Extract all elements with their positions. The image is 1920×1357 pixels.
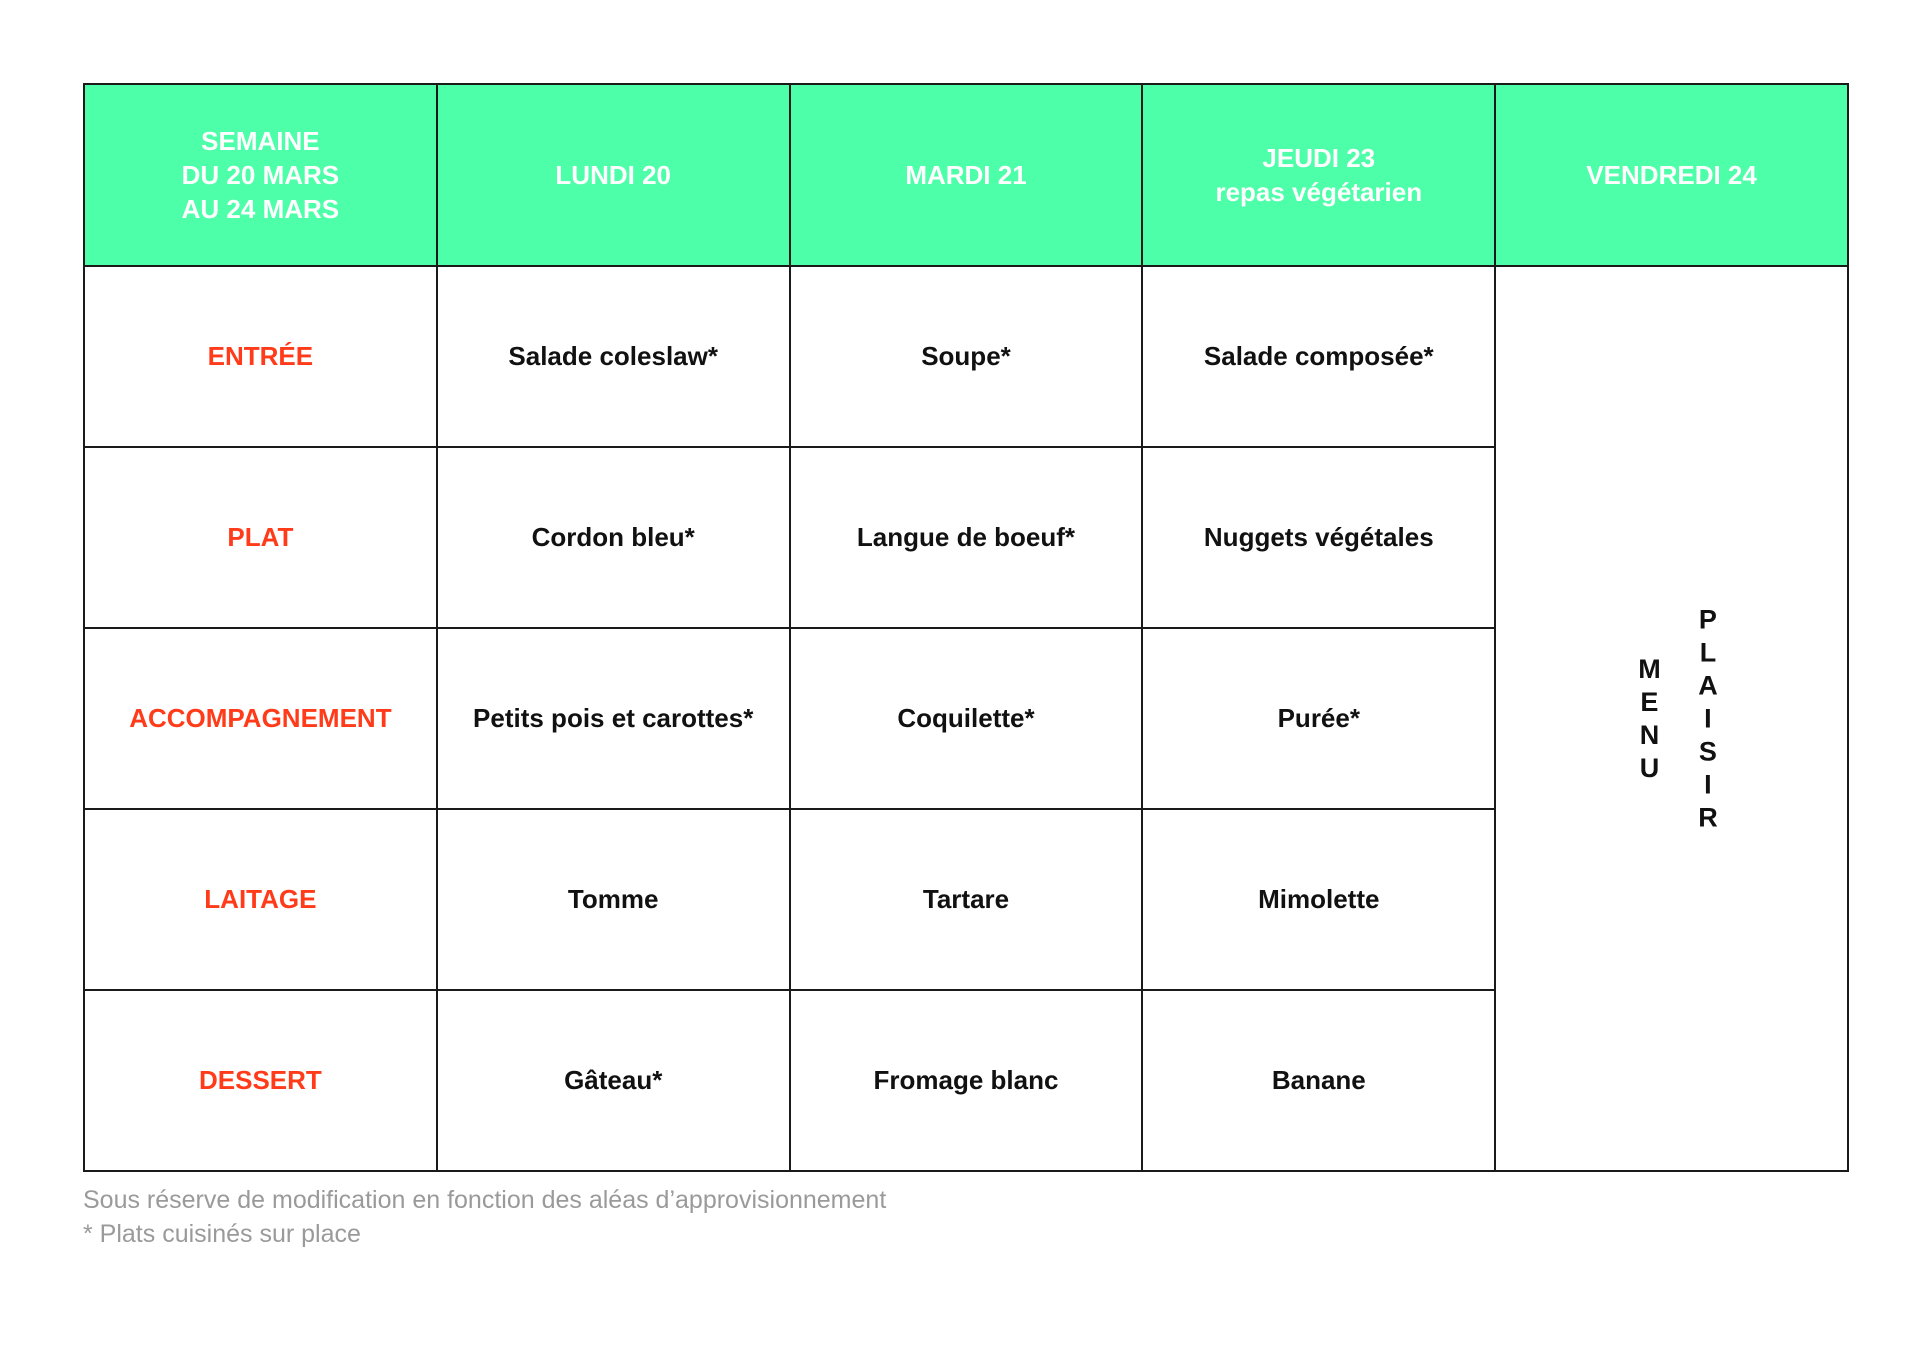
day-header-thursday — [1142, 84, 1495, 266]
menu-cell: Coquilette* — [790, 628, 1143, 809]
day-label: JEUDI 23 — [1262, 143, 1376, 173]
vertical-letter: L — [1699, 637, 1717, 667]
menu-cell: Purée* — [1142, 628, 1495, 809]
day-label: MARDI 21 — [905, 160, 1027, 190]
vertical-letter: M — [1638, 653, 1661, 684]
day-header-friday — [1495, 84, 1848, 266]
week-line: SEMAINE — [201, 126, 320, 156]
menu-plaisir-cell — [1495, 266, 1848, 1171]
footnotes — [83, 1183, 886, 1251]
day-header-tuesday — [790, 84, 1143, 266]
week-header-cell — [84, 84, 437, 266]
menu-cell: Tomme — [437, 809, 790, 990]
vertical-letter: E — [1640, 686, 1659, 717]
menu-cell: Fromage blanc — [790, 990, 1143, 1171]
menu-cell: Salade composée* — [1142, 266, 1495, 447]
footnote-supply: Sous réserve de modification en fonction des aléas d’approvisionnement — [83, 1186, 887, 1214]
menu-cell: Mimolette — [1142, 809, 1495, 990]
day-header-monday — [437, 84, 790, 266]
row-label: DESSERT — [84, 990, 437, 1171]
menu-cell: Cordon bleu* — [437, 447, 790, 628]
menu-cell: Banane — [1142, 990, 1495, 1171]
week-line: DU 20 MARS — [181, 160, 340, 190]
day-label: VENDREDI 24 — [1586, 160, 1757, 190]
menu-row-entree — [84, 266, 1848, 447]
menu-cell: Nuggets végétales — [1142, 447, 1495, 628]
menu-plaisir-text — [1502, 267, 1841, 1170]
vertical-letter: N — [1639, 719, 1660, 750]
vertical-word-menu — [1638, 653, 1661, 785]
menu-cell: Langue de boeuf* — [790, 447, 1143, 628]
menu-cell: Soupe* — [790, 266, 1143, 447]
row-label: LAITAGE — [84, 809, 437, 990]
vertical-letter: U — [1639, 752, 1660, 783]
day-label: LUNDI 20 — [555, 160, 671, 190]
vertical-letter: A — [1698, 670, 1718, 700]
footnote-homemade: * Plats cuisinés sur place — [83, 1220, 361, 1248]
header-row — [84, 84, 1848, 266]
vertical-letter: I — [1704, 703, 1712, 733]
menu-cell: Gâteau* — [437, 990, 790, 1171]
vertical-letter: R — [1698, 802, 1718, 832]
menu-cell: Salade coleslaw* — [437, 266, 790, 447]
week-line: AU 24 MARS — [181, 194, 340, 224]
row-label: ENTRÉE — [84, 266, 437, 447]
vertical-word-plaisir — [1698, 603, 1718, 834]
vertical-letter: S — [1698, 736, 1717, 766]
vertical-letter: I — [1704, 769, 1712, 799]
vertical-letter: P — [1698, 604, 1717, 634]
menu-cell: Tartare — [790, 809, 1143, 990]
menu-cell: Petits pois et carottes* — [437, 628, 790, 809]
row-label: PLAT — [84, 447, 437, 628]
day-sublabel: repas végétarien — [1215, 177, 1423, 207]
row-label: ACCOMPAGNEMENT — [84, 628, 437, 809]
weekly-menu-table — [83, 83, 1849, 1172]
